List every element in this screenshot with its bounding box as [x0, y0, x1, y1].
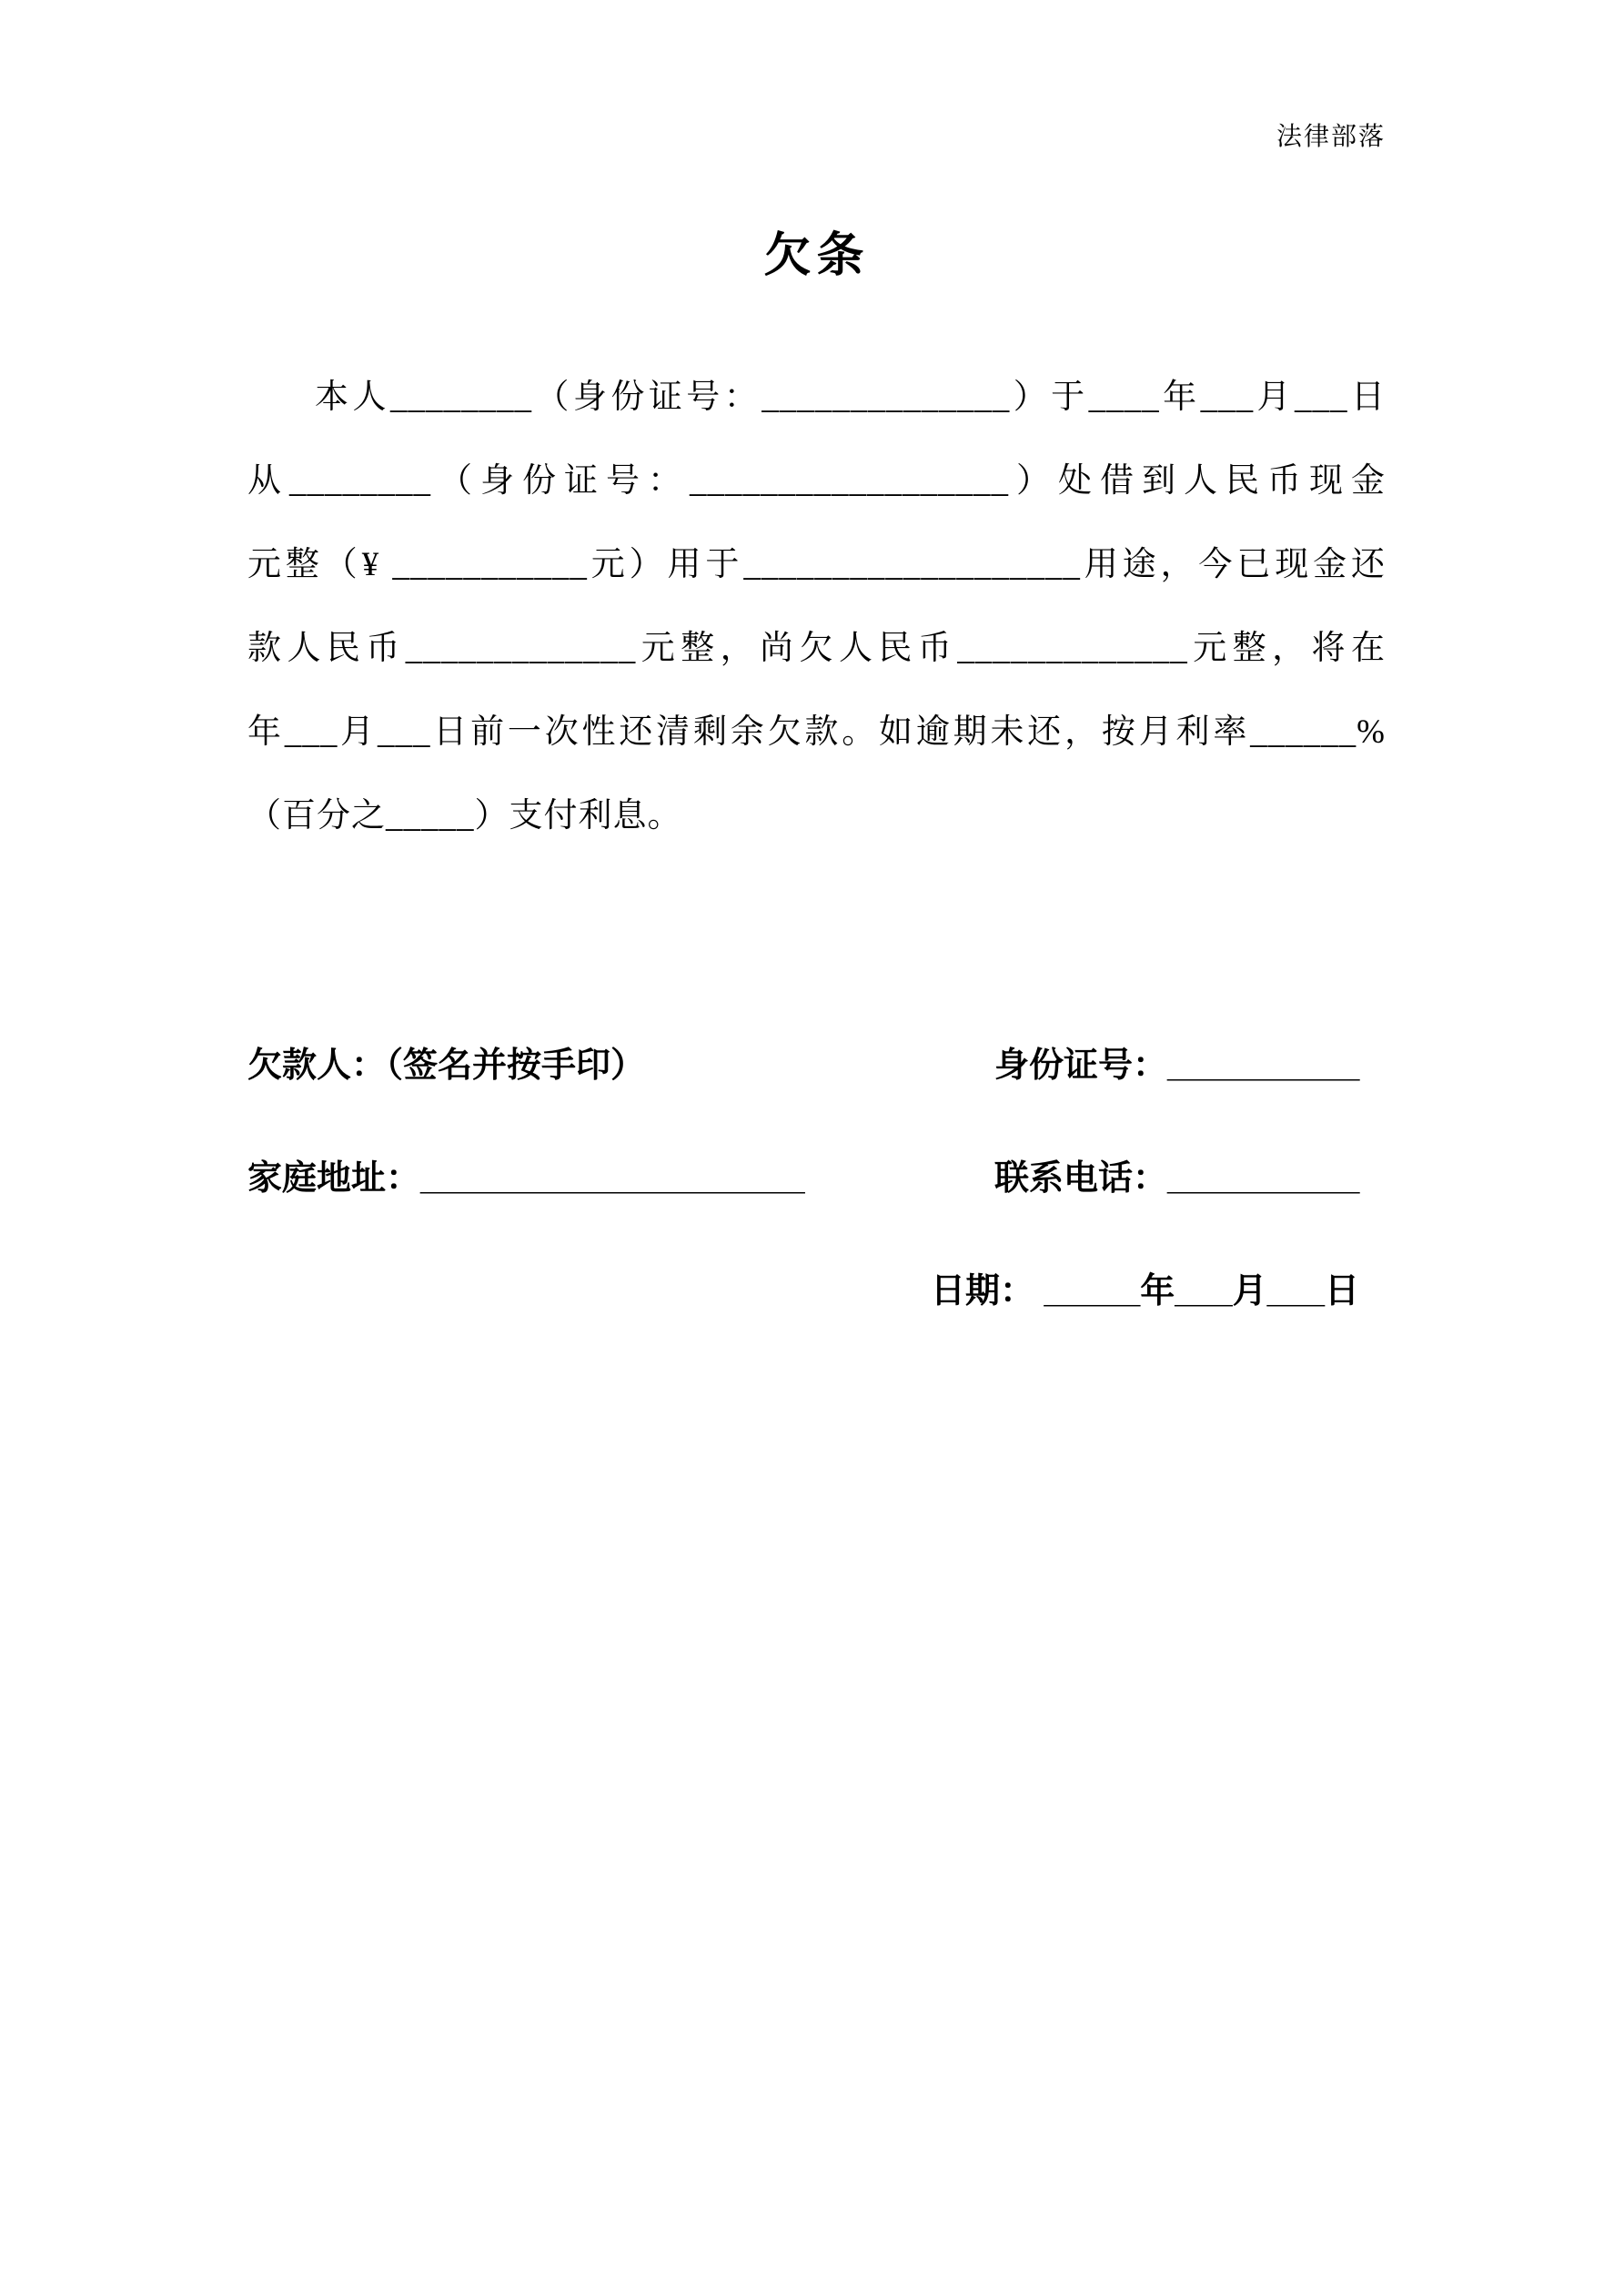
id-number-field: 身份证号：__________	[994, 1047, 1360, 1085]
document-title: 欠条	[763, 230, 870, 282]
body-line-5: 年___月___日前一次性还清剩余欠款。如逾期未还，按月利率______%	[247, 713, 1386, 751]
home-address-field: 家庭地址：____________________	[247, 1159, 805, 1198]
debtor-label: 欠款人：（签名并按手印）	[247, 1047, 646, 1085]
body-line-4: 款人民币_____________元整，尚欠人民币_____________元整，将在	[247, 630, 1386, 667]
body-line-6: （百分之_____）支付利息。	[247, 797, 682, 834]
date-row	[247, 1270, 1386, 1312]
body-paragraph	[247, 356, 1386, 858]
body-line-3: 元整（¥ ___________元）用于___________________用途，今已现金还	[247, 546, 1386, 583]
phone-field: 联系电话：__________	[994, 1159, 1360, 1198]
debtor-row	[247, 1045, 1386, 1087]
watermark: 法律部落	[1276, 122, 1386, 150]
date-field: 日期： _____年___月___日	[931, 1272, 1360, 1310]
address-row	[247, 1158, 1386, 1199]
signature-section	[247, 1045, 1386, 1312]
body-line-1: 本人________（身份证号：______________）于____年___月___日	[315, 379, 1386, 416]
body-line-2: 从________（身份证号：__________________）处借到人民币现金	[247, 462, 1386, 500]
